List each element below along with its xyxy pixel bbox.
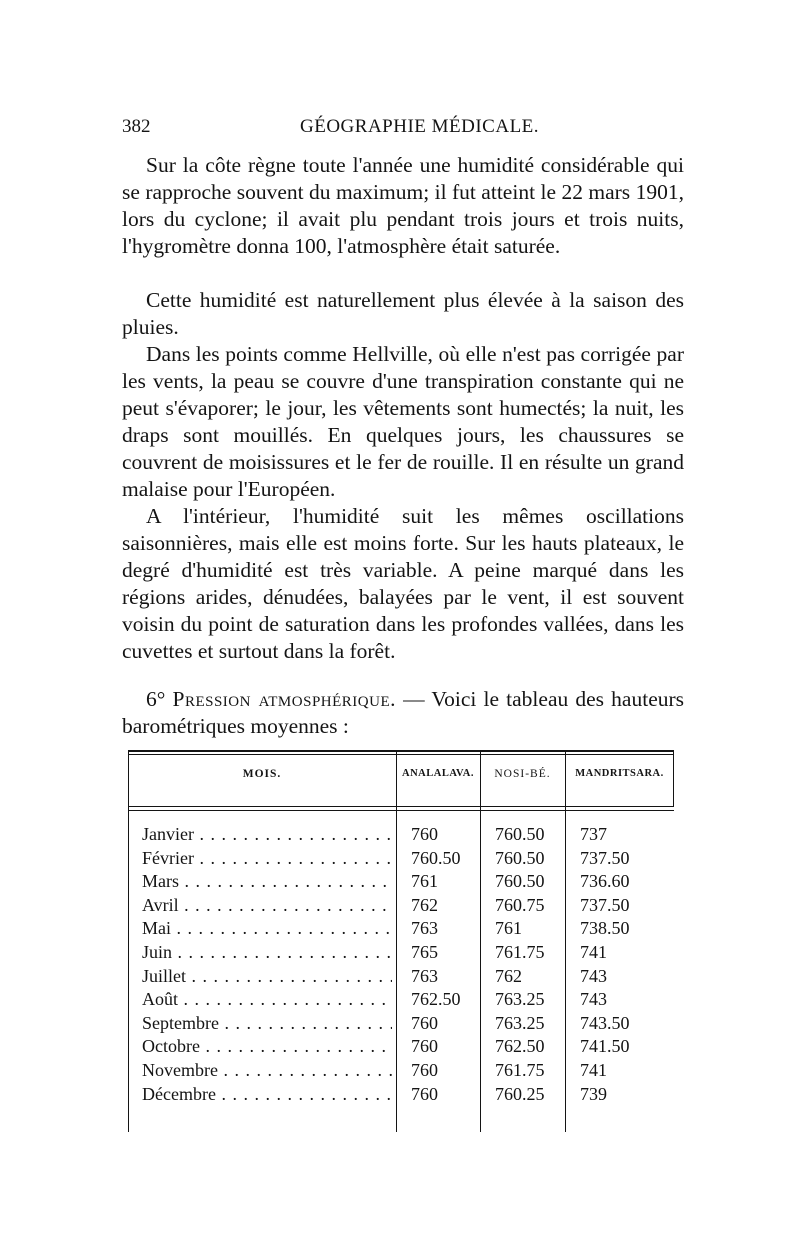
cell-nosibe: 760.50 — [495, 847, 545, 868]
cell-mandritsara: 737 — [580, 824, 607, 844]
dot-leaders — [179, 895, 392, 915]
month-label: Mai — [142, 918, 171, 939]
table-top-rule-inner — [128, 754, 674, 755]
pressure-table — [128, 750, 674, 1132]
cell-month — [142, 824, 392, 845]
paragraph-rainy-season: Cette humidité est naturellement plus élevée à la saison des pluies. — [122, 288, 684, 339]
cell-month — [142, 895, 392, 916]
column-header-mandritsara: MANDRITSARA. — [575, 768, 664, 779]
month-label: Octobre — [142, 1036, 200, 1057]
month-label: Janvier — [142, 824, 194, 844]
month-label: Décembre — [142, 1083, 216, 1104]
cell-month — [142, 942, 392, 963]
cell-analalava: 760 — [411, 1083, 438, 1104]
table-row — [128, 848, 674, 871]
month-label: Août — [142, 989, 178, 1010]
cell-mandritsara: 743 — [580, 989, 607, 1010]
dot-leaders — [194, 848, 392, 868]
column-header-analalava: ANALALAVA. — [401, 768, 474, 779]
dot-leaders — [179, 871, 392, 891]
table-row — [128, 871, 674, 894]
cell-analalava: 763 — [411, 965, 438, 986]
cell-mandritsara: 741 — [580, 942, 607, 962]
cell-month — [142, 966, 392, 987]
cell-month — [142, 1013, 392, 1034]
cell-nosibe: 762 — [495, 965, 522, 986]
month-label: Avril — [142, 894, 179, 915]
cell-mandritsara: 739 — [580, 1083, 607, 1104]
cell-month — [142, 848, 392, 869]
cell-mandritsara: 737.50 — [580, 847, 630, 868]
table-row — [128, 918, 674, 941]
cell-month — [142, 1060, 392, 1081]
cell-mandritsara: 737.50 — [580, 894, 630, 915]
column-header-mois: MOIS. — [242, 768, 282, 780]
dot-leaders — [186, 966, 392, 986]
dot-leaders — [200, 1036, 392, 1056]
table-row — [128, 942, 674, 965]
table-header-rule — [128, 806, 674, 807]
page-header — [122, 116, 684, 146]
cell-analalava: 765 — [411, 942, 438, 962]
cell-month — [142, 989, 392, 1010]
table-row — [128, 1060, 674, 1083]
page-number: 382 — [122, 116, 151, 137]
cell-month — [142, 871, 392, 892]
section-heading-pressure — [122, 686, 684, 740]
cell-nosibe: 761.75 — [495, 942, 545, 962]
cell-nosibe: 762.50 — [495, 1036, 545, 1057]
table-header-rule-inner — [128, 810, 674, 811]
table-row — [128, 895, 674, 918]
dot-leaders — [172, 942, 392, 962]
cell-analalava: 760 — [411, 1060, 438, 1080]
cell-nosibe: 760.75 — [495, 894, 545, 915]
table-row — [128, 824, 674, 847]
table-row — [128, 966, 674, 989]
cell-nosibe: 761.75 — [495, 1060, 545, 1080]
table-row — [128, 1013, 674, 1036]
section-number: 6° — [146, 687, 166, 711]
cell-analalava: 760 — [411, 1012, 438, 1033]
month-label: Novembre — [142, 1060, 218, 1080]
cell-month — [142, 1036, 392, 1057]
paragraph-humidity-coast: Sur la côte règne toute l'année une humidité considérable qui se rapproche souvent du maximum; il fut atteint le 22 mars 1901, lors du cyclone; il avait plu pendant trois jours et trois nuits, l'hygromètre donna 100, l'atmosphère était saturée. — [122, 153, 684, 258]
section-text: — Voici le tableau des hauteurs barométriques moyennes : — [122, 687, 685, 738]
cell-month — [142, 918, 392, 939]
column-header-nosibe: NOSI-BÉ. — [494, 768, 551, 780]
section-title: Pression atmosphérique. — [172, 687, 396, 711]
cell-mandritsara: 738.50 — [580, 918, 630, 939]
running-title: GÉOGRAPHIE MÉDICALE. — [300, 116, 540, 137]
table-row — [128, 989, 674, 1012]
cell-analalava: 762.50 — [411, 989, 461, 1010]
cell-nosibe: 763.25 — [495, 989, 545, 1010]
cell-analalava: 762 — [411, 894, 438, 915]
cell-analalava: 761 — [411, 871, 438, 892]
month-label: Juillet — [142, 965, 186, 986]
cell-month — [142, 1084, 392, 1105]
cell-mandritsara: 743.50 — [580, 1012, 630, 1033]
cell-analalava: 760.50 — [411, 847, 461, 868]
month-label: Juin — [142, 942, 173, 962]
dot-leaders — [178, 989, 392, 1009]
table-row — [128, 1084, 674, 1107]
dot-leaders — [194, 824, 392, 844]
cell-nosibe: 761 — [495, 918, 522, 939]
paragraph-hellville: Dans les points comme Hellville, où elle n'est pas corrigée par les vents, la peau se couvre d'une transpiration constante qui ne peut s'évaporer; le jour, les vêtements sont humectés; la nuit, les draps sont mouillés. En quelques jours, les chaussures se couvrent de moisissures et le fer de rouille. Il en résulte un grand malaise pour l'Européen. — [122, 342, 684, 501]
dot-leaders — [216, 1084, 392, 1104]
cell-analalava: 760 — [411, 1036, 438, 1057]
cell-mandritsara: 736.60 — [580, 871, 630, 892]
cell-nosibe: 760.50 — [495, 871, 545, 892]
month-label: Mars — [142, 871, 179, 892]
cell-analalava: 763 — [411, 918, 438, 939]
dot-leaders — [171, 918, 392, 938]
month-label: Février — [142, 847, 194, 868]
cell-analalava: 760 — [411, 824, 438, 844]
cell-nosibe: 760.25 — [495, 1083, 545, 1104]
cell-nosibe: 760.50 — [495, 824, 545, 844]
cell-mandritsara: 741 — [580, 1060, 607, 1080]
cell-mandritsara: 741.50 — [580, 1036, 630, 1057]
cell-nosibe: 763.25 — [495, 1012, 545, 1033]
table-top-rule — [128, 750, 674, 752]
month-label: Septembre — [142, 1012, 219, 1033]
dot-leaders — [219, 1013, 392, 1033]
cell-mandritsara: 743 — [580, 965, 607, 986]
paragraph-interior: A l'intérieur, l'humidité suit les mêmes oscillations saisonnières, mais elle est moins forte. Sur les hauts plateaux, le degré d'humidité est très variable. A peine marqué dans les régions arides, dénudées, balayées par le vent, il est souvent voisin du point de saturation dans les profondes vallées, dans les cuvettes et surtout dans la forêt. — [122, 504, 684, 663]
dot-leaders — [218, 1060, 392, 1080]
table-row — [128, 1036, 674, 1059]
